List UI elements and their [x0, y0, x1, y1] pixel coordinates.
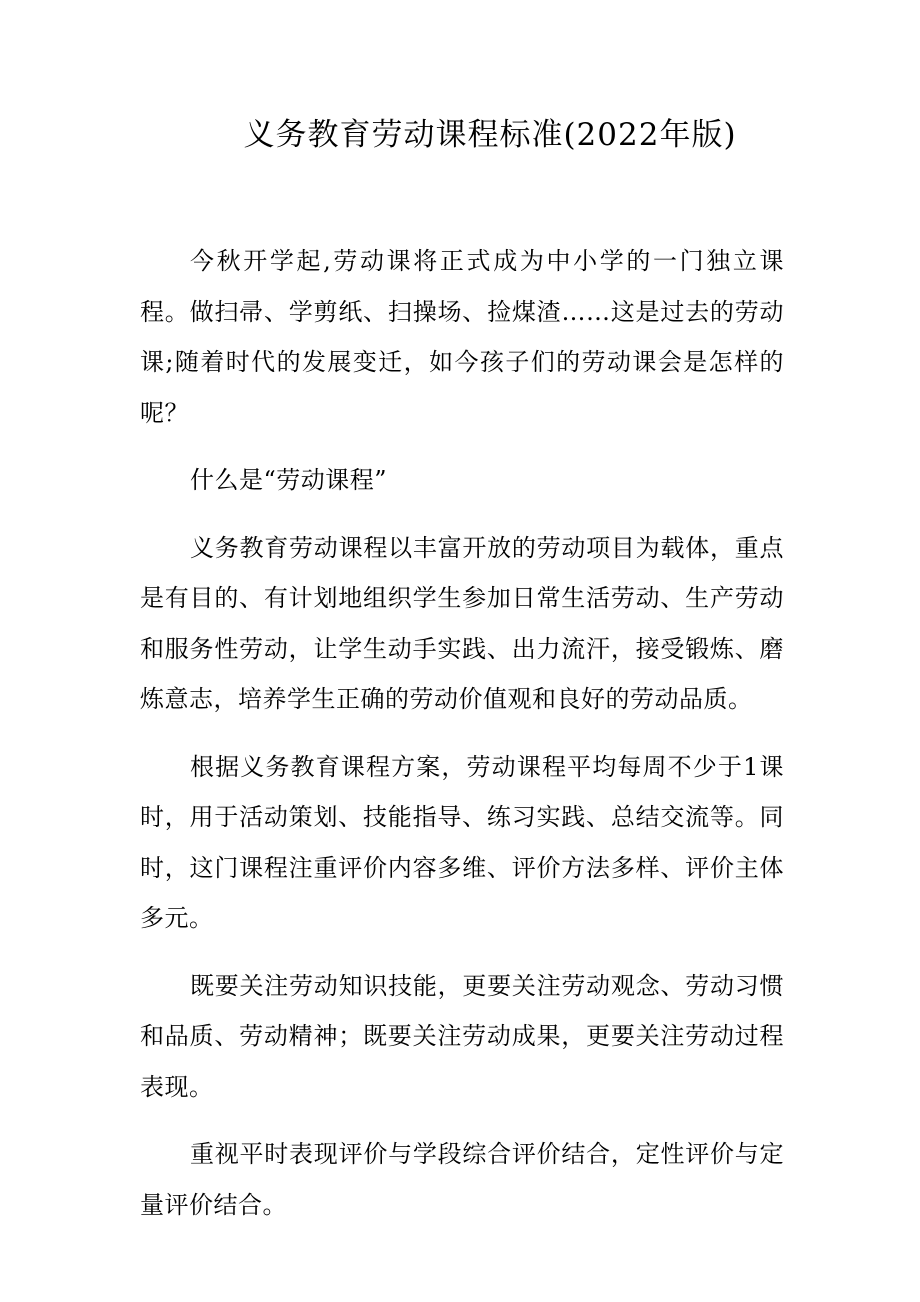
paragraph-evaluation: 重视平时表现评价与学段综合评价结合，定性评价与定量评价结合。: [140, 1140, 784, 1219]
section-heading: 什么是“劳动课程”: [190, 466, 388, 494]
paragraph-schedule: 根据义务教育课程方案，劳动课程平均每周不少于1课时，用于活动策划、技能指导、练习实践、总结交流等。同时，这门课程注重评价内容多维、评价方法多样、评价主体多元。: [140, 752, 784, 932]
paragraph-definition: 义务教育劳动课程以丰富开放的劳动项目为载体，重点是有目的、有计划地组织学生参加日常生活劳动、生产劳动和服务性劳动，让学生动手实践、出力流汗，接受锻炼、磨炼意志，培养学生正确的劳动价值观和良好的劳动品质。: [140, 533, 784, 713]
paragraph-intro: 今秋开学起,劳动课将正式成为中小学的一门独立课程。做扫帚、学剪纸、扫操场、捡煤渣……这是过去的劳动课;随着时代的发展变迁，如今孩子们的劳动课会是怎样的呢？: [140, 247, 784, 427]
paragraph-focus: 既要关注劳动知识技能，更要关注劳动观念、劳动习惯和品质、劳动精神；既要关注劳动成果，更要关注劳动过程表现。: [140, 971, 784, 1101]
document-body: [140, 236, 784, 1247]
document-title: 义务教育劳动课程标准(2022年版): [243, 117, 737, 153]
